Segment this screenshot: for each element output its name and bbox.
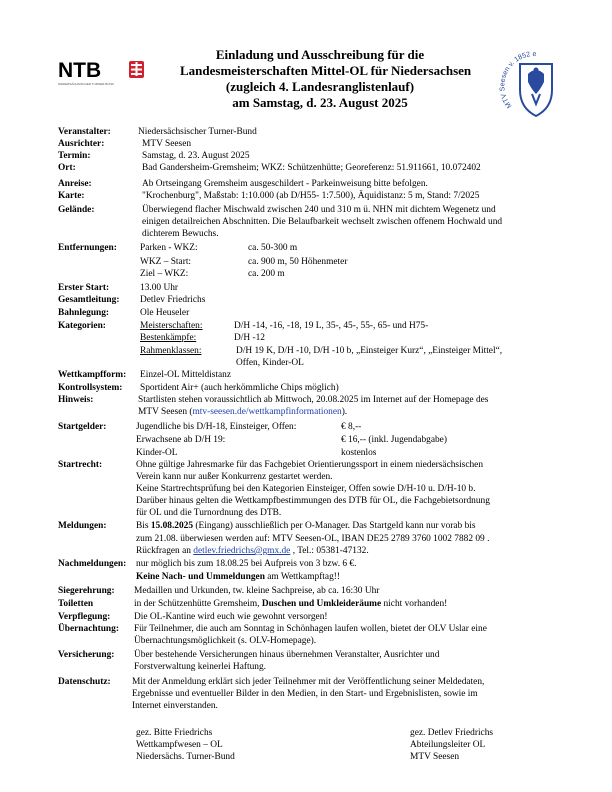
label-erster-start: Erster Start: <box>58 283 110 293</box>
ntb-logo-text: NTB <box>58 59 102 82</box>
value-verpflegung: Die OL-Kantine wird euch wie gewohnt versorgen! <box>134 612 328 622</box>
entfernung-label: WKZ – Start: <box>140 257 192 267</box>
signature-left-line: Wettkampfwesen – OL <box>136 740 223 750</box>
title-line-2: Landesmeisterschaften Mittel-OL für Niedersachsen <box>180 63 472 78</box>
entfernung-value: ca. 200 m <box>248 269 285 279</box>
startgeld-value: € 8,-- <box>341 422 362 432</box>
meldungen-line-3 <box>136 545 369 557</box>
email-link[interactable]: detlev.friedrichs@gmx.de <box>193 546 291 556</box>
signature-left-line: Niedersächs. Turner-Bund <box>136 752 235 762</box>
datenschutz-line: Mit der Anmeldung erklärt sich jeder Teilnehmer mit der Veröffentlichung seiner Meldedaten, <box>132 677 485 687</box>
label-uebernachtung: Übernachtung: <box>58 624 119 634</box>
value-ort: Bad Gandersheim-Gremsheim; WKZ: Schützenhütte; Georeferenz: 51.911661, 10.072402 <box>142 163 481 173</box>
gelaende-line: einigen detailreichen Abschnitten. Die Belaufbarkeit wechselt zwischen offenem Hochwald und <box>142 217 503 227</box>
entfernung-label: Ziel – WKZ: <box>140 269 189 279</box>
meldungen-text: , Tel.: 05381-47132. <box>290 546 369 556</box>
label-datenschutz: Datenschutz: <box>58 677 111 687</box>
value-wettkampfform: Einzel-OL Mitteldistanz <box>140 370 232 380</box>
toiletten-text: nicht vorhanden! <box>381 599 448 609</box>
title-line-1: Einladung und Ausschreibung für die <box>215 47 425 62</box>
label-meldungen: Meldungen: <box>58 521 107 531</box>
kategorie-value: D/H -12 <box>234 333 265 343</box>
meldungen-text: Bis <box>136 521 151 531</box>
label-verpflegung: Verpflegung: <box>58 612 111 622</box>
value-anreise: Ab Ortseingang Gremsheim ausgeschildert - Parkeinweisung bitte befolgen. <box>142 179 428 189</box>
label-nachmeldungen: Nachmeldungen: <box>58 559 127 569</box>
label-karte: Karte: <box>58 191 85 201</box>
startgeld-value: kostenlos <box>341 448 377 458</box>
label-gelaende: Gelände: <box>58 205 95 215</box>
kategorie-label: Bestenkämpfe: <box>140 333 197 343</box>
club-shield-icon <box>520 64 552 116</box>
label-veranstalter: Veranstalter: <box>58 127 111 137</box>
value-bahnlegung: Ole Heuseler <box>140 308 190 318</box>
label-ort: Ort: <box>58 163 76 173</box>
hinweis-text: MTV Seesen ( <box>138 407 193 417</box>
title-line-3: (zugleich 4. Landesranglistenlauf) <box>225 79 415 94</box>
gelaende-line: Überwiegend flacher Mischwald zwischen 240 und 310 m ü. NHN mit dichtem Wegenetz und <box>142 205 496 215</box>
label-startrecht: Startrecht: <box>58 460 103 470</box>
label-ausrichter: Ausrichter: <box>58 139 105 149</box>
startgeld-label: Jugendliche bis D/H-18, Einsteiger, Offen: <box>136 422 297 432</box>
homepage-link[interactable]: mtv-seesen.de/wettkampfinformationen <box>192 407 342 417</box>
value-erster-start: 13.00 Uhr <box>140 283 179 293</box>
signature-right-line: Abteilungsleiter OL <box>410 740 486 750</box>
uebernachtung-line: Übernachtungsmöglichkeit (s. OLV-Homepage). <box>134 636 317 646</box>
kategorie-value: D/H 19 K, D/H -10, D/H -10 b, „Einsteiger Kurz“, „Einsteiger Mittel“, <box>236 346 503 356</box>
startgeld-value: € 16,-- (inkl. Jugendabgabe) <box>341 435 447 445</box>
document-title <box>180 47 472 111</box>
nachmeldungen-text: am Wettkampftag!! <box>264 572 341 582</box>
startrecht-line: Ohne gültige Jahresmarke für das Fachgebiet Orientierungssport in einem niedersächsischen <box>136 460 484 470</box>
hinweis-line: Startlisten stehen voraussichtlich ab Mittwoch, 20.08.2025 im Internet auf der Homepage des <box>138 395 489 405</box>
meldungen-line-2: zum 21.08. überwiesen werden auf: MTV Seesen-OL, IBAN DE25 2789 3760 1002 7882 09 . <box>136 534 490 544</box>
value-veranstalter: Niedersächsischer Turner-Bund <box>138 127 257 137</box>
value-toiletten <box>134 598 447 610</box>
startrecht-line: Darüber hinaus gelten die Wettkampfbestimmungen des DTB für OL, die Fachgebietsordnung <box>136 496 490 506</box>
club-logo-text: MTV Seesen v. 1852 e <box>499 50 537 110</box>
kategorie-label: Meisterschaften: <box>140 321 203 331</box>
label-kontrollsystem: Kontrollsystem: <box>58 383 123 393</box>
versicherung-line: Über bestehende Versicherungen hinaus übernehmen Veranstalter, Ausrichter und <box>134 650 440 660</box>
mtv-seesen-logo <box>498 48 574 129</box>
startgeld-label: Erwachsene ab D/H 19: <box>136 435 226 445</box>
hinweis-text: ). <box>341 407 348 417</box>
label-termin: Termin: <box>58 151 91 161</box>
value-karte: "Krochenburg", Maßstab: 1:10.000 (ab D/H55- 1:7.500), Äquidistanz: 5 m, Stand: 7/2025 <box>142 191 480 201</box>
meldungen-text: Rückfragen an <box>136 546 194 556</box>
label-entfernungen: Entfernungen: <box>58 243 117 253</box>
value-ausrichter: MTV Seesen <box>142 139 192 149</box>
label-hinweis: Hinweis: <box>58 395 94 405</box>
toiletten-text: in der Schützenhütte Gremsheim, <box>134 599 262 609</box>
startgeld-label: Kinder-OL <box>136 448 178 458</box>
startrecht-line: Keine Startrechtsprüfung bei den Kategorien Einsteiger, Offen sowie D/H-10 u. D/H-10 b. <box>136 484 476 494</box>
label-gesamtleitung: Gesamtleitung: <box>58 295 120 305</box>
label-siegerehrung: Siegerehrung: <box>58 586 115 596</box>
signature-right-line: MTV Seesen <box>410 752 460 762</box>
versicherung-line: Forstverwaltung keinerlei Haftung. <box>134 662 266 672</box>
kategorie-value: D/H -14, -16, -18, 19 L, 35-, 45-, 55-, 65- und H75- <box>234 321 429 331</box>
ntb-logo-subtext: NIEDERSÄCHSISCHER TURNER-BUND <box>58 82 114 86</box>
uebernachtung-line: Für Teilnehmer, die auch am Sonntag in Schönhagen laufen wollen, bietet der OLV Uslar eine <box>134 624 487 634</box>
meldungen-line-1 <box>136 520 476 532</box>
gelaende-line: dichterem Bewuchs. <box>142 229 219 239</box>
label-toiletten: Toiletten <box>58 599 94 609</box>
label-anreise: Anreise: <box>58 179 92 189</box>
value-siegerehrung: Medaillen und Urkunden, tw. kleine Sachpreise, ab ca. 16:30 Uhr <box>134 586 380 596</box>
label-kategorien: Kategorien: <box>58 321 106 331</box>
value-nachmeldungen: nur möglich bis zum 18.08.25 bei Aufpreis von 3 bzw. 6 €. <box>136 559 357 569</box>
datenschutz-line: Ergebnisse und eventueller Bilder in den Medien, in den Start- und Ergebnislisten, sowie im <box>132 689 478 699</box>
title-line-4: am Samstag, d. 23. August 2025 <box>232 95 408 110</box>
datenschutz-line: Internet einverstanden. <box>132 701 218 711</box>
kategorie-label: Rahmenklassen: <box>140 346 202 356</box>
label-startgelder: Startgelder: <box>58 422 107 432</box>
nachmeldungen-warning: Keine Nach- und Ummeldungen <box>136 572 265 582</box>
kategorie-value-cont: Offen, Kinder-OL <box>236 358 304 368</box>
label-versicherung: Versicherung: <box>58 650 115 660</box>
startrecht-line: für OL und die Turnordnung des DTB. <box>136 508 282 518</box>
signature-left-line: gez. Bitte Friedrichs <box>136 728 213 738</box>
nachmeldungen-line-2 <box>136 571 340 583</box>
label-bahnlegung: Bahnlegung: <box>58 308 110 318</box>
entfernung-value: ca. 900 m, 50 Höhenmeter <box>248 257 348 267</box>
entfernung-value: ca. 50-300 m <box>248 243 298 253</box>
ntb-emblem-icon <box>129 61 144 78</box>
value-gesamtleitung: Detlev Friedrichs <box>140 295 206 305</box>
toiletten-warning: Duschen und Umkleideräume <box>261 599 382 609</box>
entfernung-label: Parken - WKZ: <box>140 243 198 253</box>
meldeschluss-date: 15.08.2025 <box>150 521 194 531</box>
signature-right-line: gez. Detlev Friedrichs <box>410 728 494 738</box>
startrecht-line: Verein kann nur außer Konkurrenz gestartet werden. <box>136 472 333 482</box>
value-kontrollsystem: Sportident Air+ (auch herkömmliche Chips möglich) <box>140 383 339 393</box>
hinweis-line-2 <box>138 406 347 418</box>
label-wettkampfform: Wettkampfform: <box>58 370 127 380</box>
meldungen-text: (Eingang) ausschließlich per O-Manager. Das Startgeld kann nur vorab bis <box>193 521 476 531</box>
value-termin: Samstag, d. 23. August 2025 <box>142 151 250 161</box>
ntb-logo <box>58 58 152 93</box>
